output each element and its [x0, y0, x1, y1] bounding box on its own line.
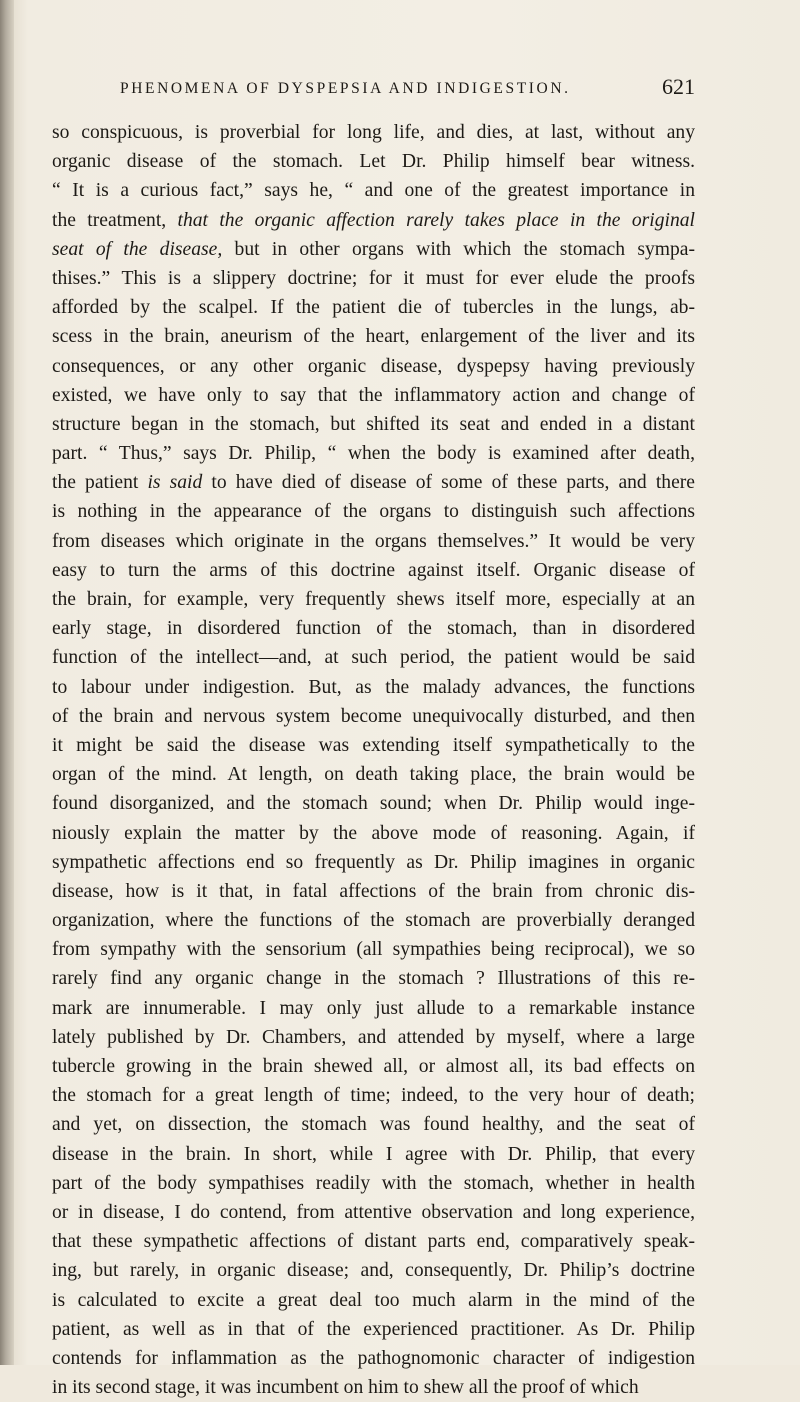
text-line: [52, 819, 695, 848]
text-line: [52, 1315, 695, 1344]
text-line: [52, 410, 695, 439]
text-line: [52, 877, 695, 906]
text-line: [52, 176, 695, 205]
text-segment: sympathetic affections end so frequently as Dr. Philip imagines in organic: [52, 851, 695, 873]
text-segment: of the brain and nervous system become unequivocally disturbed, and then: [52, 705, 695, 727]
page-header: [120, 72, 695, 102]
text-line: [52, 1344, 695, 1373]
running-head: PHENOMENA OF DYSPEPSIA AND INDIGESTION.: [120, 80, 571, 97]
text-segment: tubercle growing in the brain shewed all, or almost all, its bad effects on: [52, 1056, 695, 1077]
text-segment: disease, how is it that, in fatal affections of the brain from chronic dis-: [52, 880, 695, 902]
text-line: [52, 352, 695, 381]
text-line: [52, 906, 695, 935]
text-line: [52, 118, 695, 147]
text-segment: in its second stage, it was incumbent on him to shew all the proof of which: [52, 1377, 639, 1399]
text-line: [52, 1110, 695, 1139]
text-segment: organization, where the functions of the stomach are proverbially deranged: [52, 910, 695, 932]
text-segment: lately published by Dr. Chambers, and attended by myself, where a large: [52, 1026, 695, 1048]
text-line: [52, 1198, 695, 1227]
text-segment: structure began in the stomach, but shifted its seat and ended in a distant: [52, 413, 695, 435]
text-line: [52, 935, 695, 964]
text-line: [52, 1256, 695, 1285]
text-line: [52, 614, 695, 643]
text-segment: is nothing in the appearance of the organs to distinguish such affections: [52, 501, 695, 523]
text-line: [52, 1286, 695, 1315]
text-segment: early stage, in disordered function of the stomach, than in disordered: [52, 618, 695, 640]
text-segment: scess in the brain, aneurism of the heart, enlargement of the liver and its: [52, 326, 695, 348]
text-line: [52, 206, 695, 235]
text-segment: found disorganized, and the stomach sound; when Dr. Philip would inge-: [52, 793, 695, 815]
page-gutter: [0, 0, 14, 1365]
text-segment: easy to turn the arms of this doctrine against itself. Organic disease of: [52, 559, 695, 581]
text-segment: so conspicuous, is proverbial for long life, and dies, at last, without any: [52, 122, 695, 143]
body-text: [52, 118, 695, 1402]
italic-text-segment: is said: [147, 472, 203, 494]
text-line: [52, 147, 695, 176]
text-line: [52, 322, 695, 351]
text-line: [52, 381, 695, 410]
text-segment: afforded by the scalpel. If the patient die of tubercles in the lungs, ab-: [52, 297, 695, 319]
text-segment: the treatment,: [52, 209, 178, 231]
text-segment: that these sympathetic affections of distant parts end, comparatively speak-: [52, 1231, 695, 1253]
text-segment: part. “ Thus,” says Dr. Philip, “ when the body is examined after death,: [52, 443, 695, 465]
text-segment: from diseases which originate in the organs themselves.” It would be very: [52, 530, 695, 552]
text-line: [52, 468, 695, 497]
text-segment: function of the intellect—and, at such period, the patient would be said: [52, 647, 695, 669]
text-segment: thises.” This is a slippery doctrine; for it must for ever elude the proofs: [52, 267, 695, 289]
text-line: [52, 643, 695, 672]
text-segment: is calculated to excite a great deal too much alarm in the mind of the: [52, 1289, 695, 1311]
text-segment: organ of the mind. At length, on death taking place, the brain would be: [52, 764, 695, 786]
text-segment: consequences, or any other organic disease, dyspepsy having previously: [52, 355, 695, 377]
text-segment: from sympathy with the sensorium (all sympathies being reciprocal), we so: [52, 939, 695, 961]
text-segment: the patient: [52, 472, 148, 494]
text-line: [52, 1052, 695, 1081]
text-line: [52, 1081, 695, 1110]
text-line: [52, 264, 695, 293]
text-line: [52, 702, 695, 731]
text-line: [52, 789, 695, 818]
text-segment: or in disease, I do contend, from attentive observation and long experience,: [52, 1201, 695, 1223]
page-number: 621: [662, 74, 695, 99]
text-line: [52, 1227, 695, 1256]
text-segment: mark are innumerable. I may only just allude to a remarkable instance: [52, 997, 695, 1019]
text-line: [52, 1140, 695, 1169]
text-segment: and yet, on dissection, the stomach was found healthy, and the seat of: [52, 1114, 695, 1136]
text-line: [52, 235, 695, 264]
text-segment: but in other organs with which the stomach sympa-: [222, 238, 695, 260]
text-segment: patient, as well as in that of the experienced practitioner. As Dr. Philip: [52, 1318, 695, 1340]
text-line: [52, 439, 695, 468]
text-segment: ing, but rarely, in organic disease; and, consequently, Dr. Philip’s doctrine: [52, 1260, 695, 1282]
text-segment: the stomach for a great length of time; indeed, to the very hour of death;: [52, 1085, 695, 1107]
text-segment: niously explain the matter by the above mode of reasoning. Again, if: [52, 822, 695, 844]
text-segment: to have died of disease of some of these parts, and there: [202, 472, 695, 494]
text-segment: contends for inflammation as the pathognomonic character of indigestion: [52, 1347, 695, 1369]
text-segment: part of the body sympathises readily with the stomach, whether in health: [52, 1172, 695, 1194]
text-line: [52, 848, 695, 877]
italic-text-segment: seat of the disease,: [52, 238, 223, 260]
text-line: [52, 293, 695, 322]
text-segment: organic disease of the stomach. Let Dr. Philip himself bear witness.: [52, 151, 695, 173]
text-line: [52, 585, 695, 614]
text-line: [52, 731, 695, 760]
text-line: [52, 1023, 695, 1052]
text-segment: “ It is a curious fact,” says he, “ and one of the greatest importance in: [52, 180, 695, 202]
text-segment: to labour under indigestion. But, as the malady advances, the functions: [52, 676, 695, 698]
text-line: [52, 1373, 695, 1402]
text-line: [52, 673, 695, 702]
text-line: [52, 994, 695, 1023]
text-line: [52, 527, 695, 556]
text-segment: existed, we have only to say that the inflammatory action and change of: [52, 384, 695, 406]
text-segment: it might be said the disease was extending itself sympathetically to the: [52, 734, 695, 756]
text-segment: the brain, for example, very frequently shews itself more, especially at an: [52, 589, 695, 610]
italic-text-segment: that the organic affection rarely takes place in the original: [177, 209, 695, 231]
text-line: [52, 1169, 695, 1198]
text-segment: rarely find any organic change in the stomach ? Illustrations of this re-: [52, 968, 695, 990]
text-segment: disease in the brain. In short, while I agree with Dr. Philip, that every: [52, 1143, 695, 1165]
text-line: [52, 964, 695, 993]
text-line: [52, 760, 695, 789]
text-line: [52, 497, 695, 526]
text-line: [52, 556, 695, 585]
